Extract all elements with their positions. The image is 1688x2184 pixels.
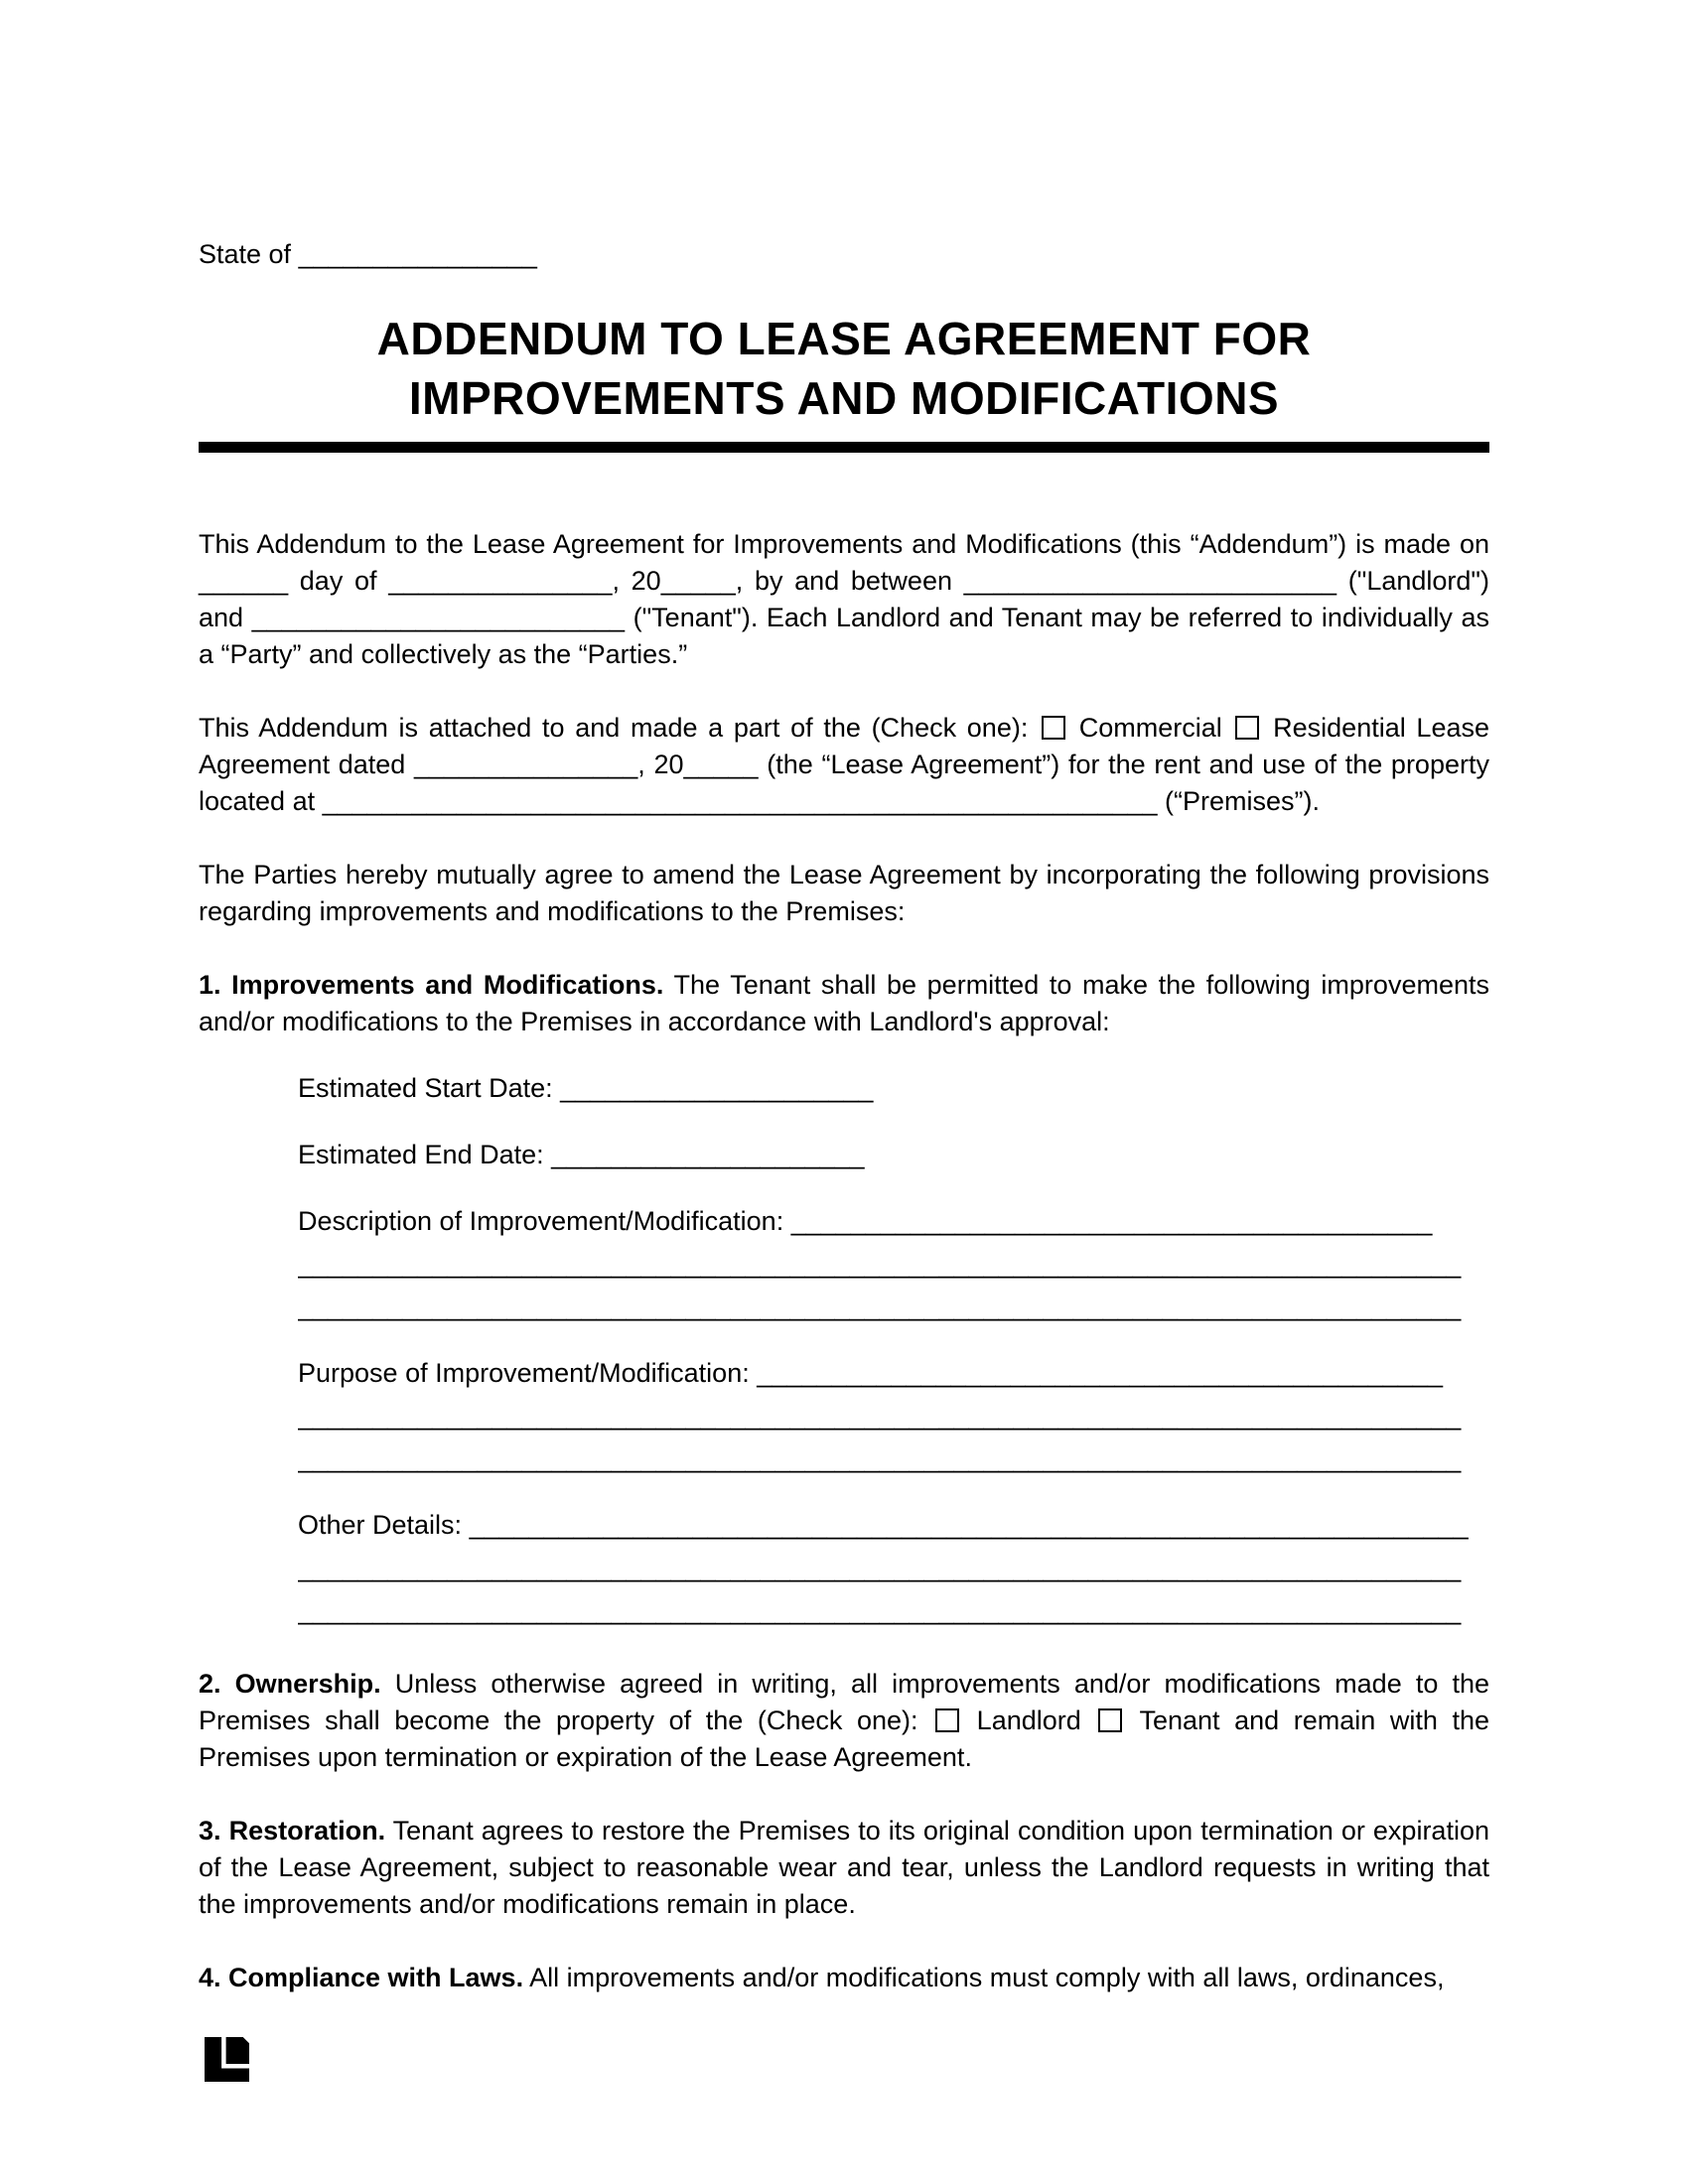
tenant-name-blank[interactable]: _________________________ xyxy=(251,603,626,632)
purpose-of-improvement-line xyxy=(298,1355,1489,1392)
other-details-field xyxy=(199,1507,1489,1629)
estimated-start-date-line xyxy=(298,1070,1489,1107)
text-run: , 20 xyxy=(637,750,684,779)
page-title xyxy=(199,309,1489,428)
estimated-end-date-line xyxy=(298,1137,1489,1173)
landlord-checkbox[interactable] xyxy=(935,1708,959,1732)
estimated-start-date-blank[interactable]: _____________________ xyxy=(560,1073,874,1103)
other-details-line xyxy=(298,1507,1489,1544)
other-details-extra-line-1 xyxy=(298,1550,1489,1586)
text-run: (the “Lease Agreement”) for the rent and use of the property located at xyxy=(199,750,1489,816)
text-run: , by and between xyxy=(735,566,964,596)
lease-date-blank[interactable]: _______________ xyxy=(414,750,638,779)
text-run: 3. Restoration. xyxy=(199,1816,386,1845)
legal-templates-logo xyxy=(204,2037,250,2082)
description-of-improvement-line xyxy=(298,1203,1489,1240)
text-run: All improvements and/or modifications must comply with all laws, ordinances, xyxy=(523,1963,1445,1992)
residential-checkbox[interactable] xyxy=(1235,716,1259,740)
landlord-name-blank[interactable]: _________________________ xyxy=(963,566,1337,596)
description-of-improvement-extra-line-2 xyxy=(298,1289,1489,1325)
text-run: Unless otherwise agreed in writing, all improvements and/or modifications made to the Premises shall become the property of the (Check one): xyxy=(199,1669,1489,1735)
description-of-improvement-blank-line-2[interactable]: ______________________________________________________________________________ xyxy=(298,1292,1462,1321)
title-line-1: ADDENDUM TO LEASE AGREEMENT FOR xyxy=(376,313,1312,364)
other-details-blank[interactable]: ___________________________________________________________________ xyxy=(469,1510,1469,1540)
description-of-improvement-blank[interactable]: ___________________________________________ xyxy=(790,1206,1433,1236)
tenant-checkbox[interactable] xyxy=(1098,1708,1122,1732)
state-label: State of xyxy=(199,239,299,269)
other-details-blank-line-1[interactable]: ______________________________________________________________________________ xyxy=(298,1553,1462,1582)
description-of-improvement-label: Description of Improvement/Modification: xyxy=(298,1206,791,1236)
day-blank[interactable]: ______ xyxy=(199,566,289,596)
lease-year-blank[interactable]: _____ xyxy=(683,750,759,779)
section-1-improvements-paragraph xyxy=(199,967,1489,1040)
intro-paragraph xyxy=(199,526,1489,673)
text-run: Tenant agrees to restore the Premises to its original condition upon termination or expiration of the Lease Agreement, subject to reasonable wear and tear, unless the Landlord requests in writing that the improvements and/or modifications remain in place. xyxy=(199,1816,1489,1919)
purpose-of-improvement-extra-line-1 xyxy=(298,1398,1489,1434)
text-run: day of xyxy=(288,566,389,596)
section-3-restoration-paragraph xyxy=(199,1813,1489,1923)
purpose-of-improvement-blank[interactable]: ______________________________________________ xyxy=(757,1358,1443,1388)
commercial-checkbox[interactable] xyxy=(1042,716,1065,740)
title-line-2: IMPROVEMENTS AND MODIFICATIONS xyxy=(408,372,1280,424)
estimated-end-date-field xyxy=(199,1137,1489,1173)
text-run: 4. Compliance with Laws. xyxy=(199,1963,524,1992)
text-run: Residential Lease Agreement dated xyxy=(199,713,1489,779)
text-run: This Addendum to the Lease Agreement for Improvements and Modifications (this “Addendum”) is made on xyxy=(199,529,1489,559)
other-details-label: Other Details: xyxy=(298,1510,470,1540)
text-run: 2. Ownership. xyxy=(199,1669,381,1699)
estimated-start-date-field xyxy=(199,1070,1489,1107)
state-line xyxy=(199,236,1489,273)
estimated-end-date-blank[interactable]: _____________________ xyxy=(551,1140,865,1169)
improvement-fields xyxy=(199,1070,1489,1629)
attachment-paragraph xyxy=(199,710,1489,820)
purpose-of-improvement-field xyxy=(199,1355,1489,1477)
section-4-compliance-paragraph xyxy=(199,1960,1489,1996)
state-blank-field[interactable]: ________________ xyxy=(298,239,537,269)
purpose-of-improvement-blank-line-1[interactable]: ______________________________________________________________________________ xyxy=(298,1401,1462,1431)
agreement-paragraph: The Parties hereby mutually agree to amend the Lease Agreement by incorporating the following provisions regarding improvements and modifications to the Premises: xyxy=(199,860,1489,926)
property-address-blank[interactable]: ________________________________________________________ xyxy=(322,786,1158,816)
text-run: Landlord xyxy=(962,1706,1096,1735)
text-run: (“Premises”). xyxy=(1157,786,1320,816)
other-details-extra-line-2 xyxy=(298,1592,1489,1629)
text-run: The Tenant shall be permitted to make the following improvements and/or modifications to the Premises in accordance with Landlord's approval: xyxy=(199,970,1489,1036)
purpose-of-improvement-blank-line-2[interactable]: ______________________________________________________________________________ xyxy=(298,1443,1462,1473)
purpose-of-improvement-extra-line-2 xyxy=(298,1440,1489,1477)
text-run: This Addendum is attached to and made a part of the (Check one): xyxy=(199,713,1040,743)
month-blank[interactable]: _______________ xyxy=(388,566,613,596)
section-2-ownership-paragraph xyxy=(199,1666,1489,1776)
text-run: ("Landlord") and xyxy=(199,566,1489,632)
text-run: 1. Improvements and Modifications. xyxy=(199,970,664,1000)
text-run: Commercial xyxy=(1068,713,1233,743)
title-divider-rule xyxy=(199,442,1489,453)
description-of-improvement-field xyxy=(199,1203,1489,1325)
description-of-improvement-extra-line-1 xyxy=(298,1246,1489,1283)
text-run: ("Tenant"). Each Landlord and Tenant may be referred to individually as a “Party” and collectively as the “Parties.” xyxy=(199,603,1489,669)
text-run: , 20 xyxy=(612,566,661,596)
description-of-improvement-blank-line-1[interactable]: ______________________________________________________________________________ xyxy=(298,1249,1462,1279)
other-details-blank-line-2[interactable]: ______________________________________________________________________________ xyxy=(298,1595,1462,1625)
year-blank[interactable]: _____ xyxy=(660,566,736,596)
estimated-start-date-label: Estimated Start Date: xyxy=(298,1073,561,1103)
estimated-end-date-label: Estimated End Date: xyxy=(298,1140,552,1169)
text-run: Tenant and remain with the Premises upon termination or expiration of the Lease Agreement. xyxy=(199,1706,1489,1772)
purpose-of-improvement-label: Purpose of Improvement/Modification: xyxy=(298,1358,758,1388)
